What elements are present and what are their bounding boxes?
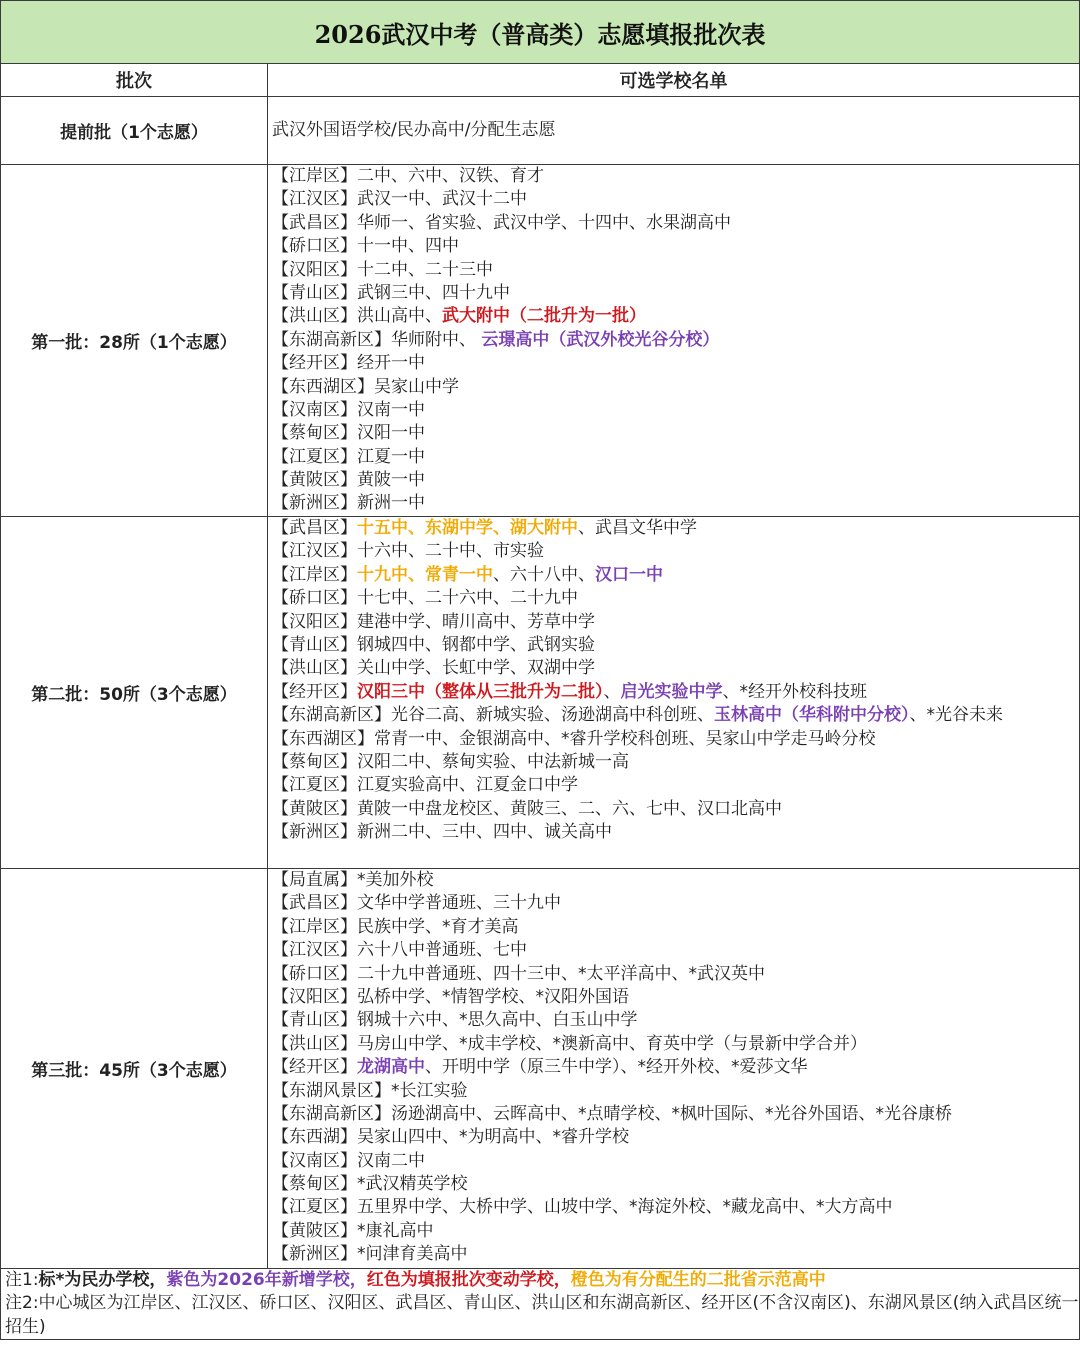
batch3-label: 第三批：45所（3个志愿） — [1, 869, 268, 1269]
district-line — [268, 376, 1079, 399]
school-names: 汉南二中 — [357, 1150, 425, 1171]
district-line — [268, 422, 1079, 445]
batch1-label: 第一批：28所（1个志愿） — [1, 165, 268, 517]
district-line — [268, 869, 1079, 892]
district-name: 【硚口区】 — [272, 588, 357, 609]
district-line — [268, 540, 1079, 563]
school-names: 龙湖高中 — [357, 1057, 425, 1078]
batch2-label: 第二批：50所（3个志愿） — [1, 517, 268, 869]
district-line — [268, 492, 1079, 515]
district-name: 【经开区】 — [272, 353, 357, 374]
table-title: 2026武汉中考（普高类）志愿填报批次表 — [1, 1, 1080, 64]
school-names: 、*经开外校科技班 — [722, 681, 867, 702]
district-line — [268, 1080, 1079, 1103]
school-names: 二中、六中、汉铁、育才 — [357, 166, 544, 186]
district-line — [268, 634, 1079, 657]
school-names: 、*光谷未来 — [909, 705, 1003, 726]
district-name: 【汉南区】 — [272, 1150, 357, 1171]
school-names: 、 — [603, 681, 621, 702]
note-prefix: 注1: — [5, 1270, 39, 1290]
school-names: *问津育美高中 — [357, 1244, 468, 1265]
school-names: 钢城十六中、*思久高中、白玉山中学 — [357, 1010, 638, 1031]
district-line — [268, 282, 1079, 305]
school-names: 武汉一中、武汉十二中 — [357, 189, 527, 210]
district-name: 【洪山区】 — [272, 306, 357, 327]
district-line — [268, 1103, 1079, 1126]
district-name: 【汉阳区】 — [272, 259, 357, 280]
district-name: 【汉阳区】 — [272, 986, 357, 1007]
district-name: 【江夏区】 — [272, 775, 357, 796]
district-line — [268, 446, 1079, 469]
legend-text: 标*为民办学校， — [38, 1270, 167, 1290]
school-names: 十九中、常青一中 — [357, 564, 493, 585]
school-names: 云璟高中（武汉外校光谷分校） — [481, 329, 720, 350]
legend-text: 紫色为2026年新增学校， — [166, 1270, 367, 1290]
header-batch: 批次 — [1, 64, 268, 97]
district-line — [268, 212, 1079, 235]
district-name: 【经开区】 — [272, 681, 357, 702]
district-line — [268, 1150, 1079, 1173]
district-line — [268, 1126, 1079, 1149]
school-names: 玉林高中（华科附中分校） — [714, 705, 910, 726]
school-names: 关山中学、长虹中学、双湖中学 — [357, 658, 595, 679]
district-name: 【蔡甸区】 — [272, 1174, 357, 1195]
school-names: 江夏实验高中、江夏金口中学 — [357, 775, 578, 796]
district-line — [268, 352, 1079, 375]
school-names: 黄陂一中 — [357, 470, 425, 491]
district-name: 【东湖高新区】 — [272, 1103, 391, 1124]
school-names: 五里界中学、大桥中学、山坡中学、*海淀外校、*藏龙高中、*大方高中 — [357, 1197, 893, 1218]
school-names: 常青一中、金银湖高中、*睿升学校科创班、吴家山中学走马岭分校 — [374, 728, 876, 749]
district-name: 【江夏区】 — [272, 446, 357, 467]
district-name: 【青山区】 — [272, 1010, 357, 1031]
district-name: 【新洲区】 — [272, 822, 357, 843]
district-name: 【新洲区】 — [272, 1244, 357, 1265]
school-names: 武钢三中、四十九中 — [357, 282, 510, 303]
district-line — [268, 798, 1079, 821]
district-name: 【黄陂区】 — [272, 1220, 357, 1241]
district-line — [268, 1243, 1079, 1266]
district-name: 【武昌区】 — [272, 893, 357, 914]
district-line — [268, 399, 1079, 422]
batch1-schools — [268, 165, 1080, 517]
school-names: 文华中学普通班、三十九中 — [357, 893, 561, 914]
school-names: 、开明中学（原三牛中学）、*经开外校、*爱莎文华 — [425, 1057, 808, 1078]
district-name: 【东西湖区】 — [272, 376, 374, 397]
school-names: 汉阳一中 — [357, 423, 425, 444]
school-names: 十五中、东湖中学、湖大附中 — [357, 518, 578, 538]
school-names: *武汉精英学校 — [357, 1174, 468, 1195]
legend-text: 红色为填报批次变动学校， — [366, 1270, 571, 1290]
legend-text: 橙色为有分配生的二批省示范高中 — [570, 1270, 826, 1290]
district-line — [268, 1056, 1079, 1079]
district-line — [268, 1220, 1079, 1243]
school-names: 二十九中普通班、四十三中、*太平洋高中、*武汉英中 — [357, 963, 765, 984]
school-names: 十六中、二十中、市实验 — [357, 541, 544, 562]
school-names: 新洲二中、三中、四中、诚关高中 — [357, 822, 612, 843]
school-names: 新洲一中 — [357, 493, 425, 514]
district-line — [268, 1033, 1079, 1056]
school-names: 汉南一中 — [357, 399, 425, 420]
school-names: 弘桥中学、*情智学校、*汉阳外国语 — [357, 986, 629, 1007]
header-schools: 可选学校名单 — [268, 64, 1080, 97]
district-name: 【洪山区】 — [272, 1033, 357, 1054]
school-names: 华师附中、 — [391, 329, 482, 350]
school-names: 十二中、二十三中 — [357, 259, 493, 280]
district-name: 【江汉区】 — [272, 189, 357, 210]
district-line — [268, 986, 1079, 1009]
district-line — [268, 305, 1079, 328]
district-line — [268, 611, 1079, 634]
district-name: 【江岸区】 — [272, 564, 357, 585]
district-line — [268, 892, 1079, 915]
school-names: 武大附中（二批升为一批） — [442, 306, 646, 327]
district-line — [268, 821, 1079, 844]
district-name: 【青山区】 — [272, 282, 357, 303]
district-name: 【江汉区】 — [272, 940, 357, 961]
school-names: *长江实验 — [391, 1080, 468, 1101]
school-names: 黄陂一中盘龙校区、黄陂三、二、六、七中、汉口北高中 — [357, 798, 782, 819]
school-names: 建港中学、晴川高中、芳草中学 — [357, 611, 595, 632]
district-name: 【东湖风景区】 — [272, 1080, 391, 1101]
district-name: 【武昌区】 — [272, 212, 357, 233]
district-name: 【东西湖】 — [272, 1127, 357, 1148]
district-name: 【江汉区】 — [272, 541, 357, 562]
batch2-schools — [268, 517, 1080, 869]
batch3-schools — [268, 869, 1080, 1269]
school-names: 经开一中 — [357, 353, 425, 374]
district-line — [268, 329, 1079, 352]
school-names: *美加外校 — [357, 870, 434, 890]
district-name: 【硚口区】 — [272, 236, 357, 257]
school-names: 光谷二高、新城实验、汤逊湖高中科创班、 — [391, 705, 714, 726]
district-name: 【新洲区】 — [272, 493, 357, 514]
district-line — [268, 235, 1079, 258]
district-name: 【硚口区】 — [272, 963, 357, 984]
early-batch-text: 武汉外国语学校/民办高中/分配生志愿 — [272, 119, 556, 140]
district-line — [268, 728, 1079, 751]
district-name: 【青山区】 — [272, 634, 357, 655]
note-2: 注2:中心城区为江岸区、江汉区、硚口区、汉阳区、武昌区、青山区、洪山区和东湖高新区、经开区(不含汉南区)、东湖风景区(纳入武昌区统一招生) — [5, 1293, 1079, 1337]
school-names: 吴家山中学 — [374, 376, 459, 397]
district-line — [268, 681, 1079, 704]
district-line — [268, 469, 1079, 492]
district-line — [268, 165, 1079, 188]
district-line — [268, 1196, 1079, 1219]
district-line — [268, 564, 1079, 587]
district-line — [268, 1173, 1079, 1196]
district-name: 【汉南区】 — [272, 399, 357, 420]
district-name: 【黄陂区】 — [272, 798, 357, 819]
district-line — [268, 774, 1079, 797]
district-name: 【洪山区】 — [272, 658, 357, 679]
school-names: 六十八中普通班、七中 — [357, 940, 527, 961]
school-names: 钢城四中、钢都中学、武钢实验 — [357, 634, 595, 655]
district-line — [268, 188, 1079, 211]
early-batch-label: 提前批（1个志愿） — [1, 97, 268, 165]
district-name: 【东西湖区】 — [272, 728, 374, 749]
school-names: 汉阳二中、蔡甸实验、中法新城一高 — [357, 751, 629, 772]
district-line — [268, 657, 1079, 680]
school-names: 十一中、四中 — [357, 236, 459, 257]
school-names: *康礼高中 — [357, 1220, 434, 1241]
district-line — [268, 939, 1079, 962]
district-line — [268, 963, 1079, 986]
district-name: 【局直属】 — [272, 870, 357, 890]
school-names: 启光实验中学 — [620, 681, 723, 702]
district-line — [268, 751, 1079, 774]
district-name: 【蔡甸区】 — [272, 751, 357, 772]
school-names: 江夏一中 — [357, 446, 425, 467]
school-names: 、武昌文华中学 — [578, 518, 697, 538]
school-names: 、六十八中、 — [493, 564, 595, 585]
district-name: 【江岸区】 — [272, 166, 357, 186]
district-line — [268, 1009, 1079, 1032]
district-name: 【江岸区】 — [272, 916, 357, 937]
school-names: 汉阳三中（整体从三批升为二批） — [357, 681, 604, 702]
district-line — [268, 704, 1079, 727]
school-names: 洪山高中、 — [357, 306, 442, 327]
school-names: 马房山中学、*成丰学校、*澳新高中、育英中学（与景新中学合并） — [357, 1033, 867, 1054]
note-1 — [1, 1269, 1079, 1292]
district-name: 【武昌区】 — [272, 518, 357, 538]
district-name: 【东湖高新区】 — [272, 329, 391, 350]
district-line — [268, 587, 1079, 610]
district-name: 【经开区】 — [272, 1057, 357, 1078]
district-name: 【蔡甸区】 — [272, 423, 357, 444]
notes-cell — [1, 1269, 1080, 1340]
district-name: 【黄陂区】 — [272, 470, 357, 491]
early-batch-schools — [268, 97, 1080, 165]
school-names: 华师一、省实验、武汉中学、十四中、水果湖高中 — [357, 212, 731, 233]
school-names: 汤逊湖高中、云晖高中、*点晴学校、*枫叶国际、*光谷外国语、*光谷康桥 — [391, 1103, 952, 1124]
school-names: 民族中学、*育才美高 — [357, 916, 519, 937]
district-name: 【东湖高新区】 — [272, 705, 391, 726]
district-name: 【汉阳区】 — [272, 611, 357, 632]
district-line — [268, 259, 1079, 282]
school-names: 十七中、二十六中、二十九中 — [357, 588, 578, 609]
district-line — [268, 916, 1079, 939]
district-name: 【江夏区】 — [272, 1197, 357, 1218]
district-line — [268, 517, 1079, 540]
school-names: 汉口一中 — [595, 564, 663, 585]
school-names: 吴家山四中、*为明高中、*睿升学校 — [357, 1127, 629, 1148]
